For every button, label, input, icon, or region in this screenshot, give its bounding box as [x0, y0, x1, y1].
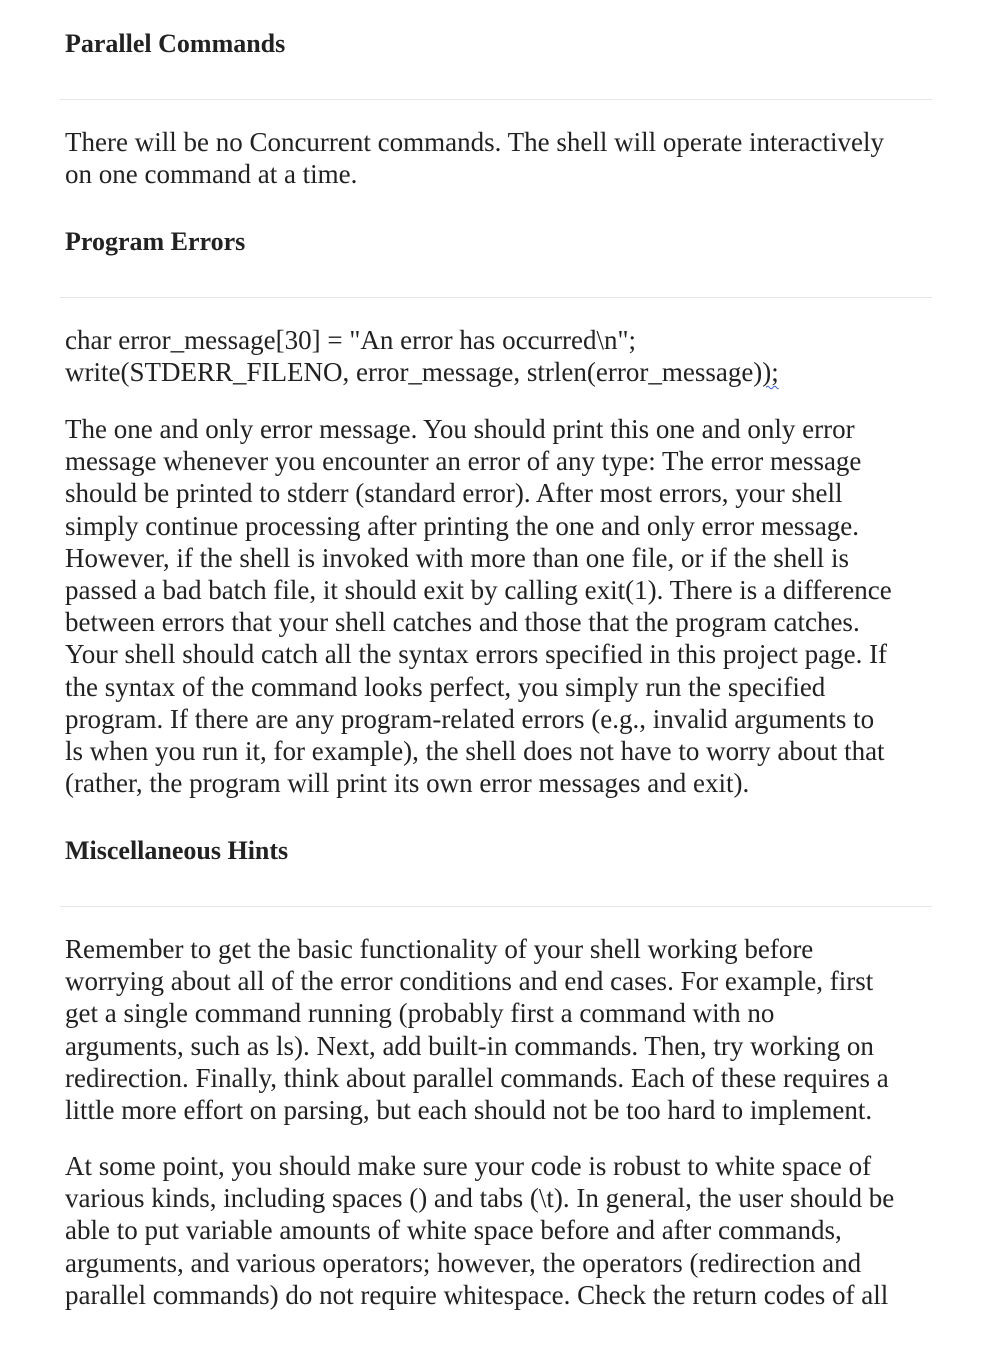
text-line: The one and only error message. You should print this one and only error: [65, 414, 855, 444]
section-divider: [60, 99, 932, 100]
text-line: between errors that your shell catches and those that the program catches.: [65, 607, 860, 638]
text-line: on one command at a time.: [65, 159, 358, 190]
text-line: redirection. Finally, think about parallel commands. Each of these requires a: [65, 1062, 889, 1093]
text-line: However, if the shell is invoked with more than one file, or if the shell is: [65, 542, 849, 573]
code-snippet-error-message: [65, 324, 931, 388]
heading-miscellaneous-hints: Miscellaneous Hints: [65, 836, 289, 865]
text-line: program. If there are any program-related errors (e.g., invalid arguments to: [65, 703, 875, 734]
text-line: ls when you run it, for example), the shell does not have to worry about that: [65, 736, 885, 767]
text-line: should be printed to stderr (standard error). After most errors, your shell: [65, 478, 843, 509]
text-line: able to put variable amounts of white space before and after commands,: [65, 1215, 842, 1246]
section-divider: [60, 906, 932, 907]
text-line: (rather, the program will print its own error messages and exit).: [65, 768, 750, 799]
text-line: passed a bad batch file, it should exit by calling exit(1). There is a difference: [65, 575, 892, 606]
section-divider: [60, 297, 932, 298]
text-line: Your shell should catch all the syntax errors specified in this project page. If: [65, 639, 888, 670]
heading-parallel-commands: Parallel Commands: [65, 29, 286, 58]
code-line: char error_message[30] = "An error has occurred\n";: [65, 325, 637, 355]
text-line: arguments, such as ls). Next, add built-in commands. Then, try working on: [65, 1030, 874, 1061]
paragraph-error-message-explanation: [65, 413, 931, 799]
text-line: various kinds, including spaces () and tabs (\t). In general, the user should be: [65, 1183, 895, 1214]
text-line: At some point, you should make sure your code is robust to white space of: [65, 1151, 872, 1181]
text-line: little more effort on parsing, but each should not be too hard to implement.: [65, 1095, 873, 1126]
text-line: the syntax of the command looks perfect, you simply run the specified: [65, 671, 826, 702]
text-line: parallel commands) do not require whitespace. Check the return codes of all: [65, 1279, 889, 1310]
heading-program-errors: Program Errors: [65, 227, 246, 256]
text-line: simply continue processing after printing the one and only error message.: [65, 510, 860, 541]
text-line: message whenever you encounter an error of any type: The error message: [65, 446, 862, 477]
paragraph-hints-basic-functionality: [65, 933, 931, 1126]
paragraph-parallel-commands: [65, 126, 931, 190]
paragraph-hints-whitespace: [65, 1150, 931, 1311]
text-line: arguments, and various operators; however, the operators (redirection and: [65, 1247, 862, 1278]
code-line: [65, 356, 931, 388]
text-line: worrying about all of the error conditions and end cases. For example, first: [65, 966, 874, 997]
text-line: Remember to get the basic functionality of your shell working before: [65, 934, 814, 964]
code-line-main: write(STDERR_FILENO, error_message, strlen(error_message): [65, 357, 763, 388]
text-line: There will be no Concurrent commands. The shell will operate interactively: [65, 127, 884, 157]
spellcheck-flagged-text: );: [762, 357, 779, 388]
text-line: get a single command running (probably first a command with no: [65, 998, 775, 1029]
